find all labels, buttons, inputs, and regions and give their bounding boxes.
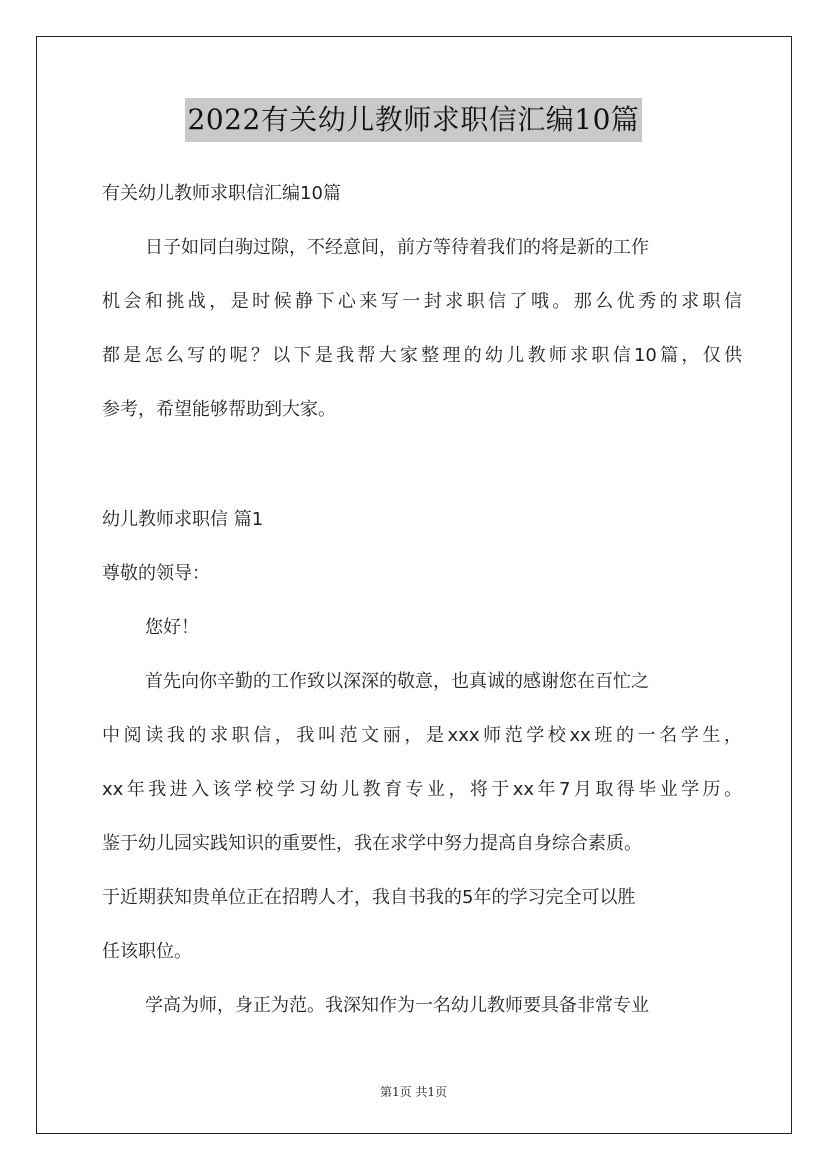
section-heading: 幼儿教师求职信 篇1 <box>102 509 264 530</box>
greeting: 您好！ <box>145 617 199 638</box>
body-line: 于近期获知贵单位正在招聘人才，我自书我的5年的学习完全可以胜 <box>102 887 636 908</box>
title-wrapper <box>0 98 827 142</box>
body-line: 任该职位。 <box>102 941 192 962</box>
body-line: 中阅读我的求职信，我叫范文丽，是xxx师范学校xx班的一名学生， <box>102 725 742 746</box>
document-title: 2022有关幼儿教师求职信汇编10篇 <box>185 98 643 142</box>
body-line: 鉴于幼儿园实践知识的重要性，我在求学中努力提高自身综合素质。 <box>102 833 642 854</box>
document-subtitle: 有关幼儿教师求职信汇编10篇 <box>102 183 341 204</box>
body-line: xx年我进入该学校学习幼儿教育专业，将于xx年7月取得毕业学历。 <box>102 779 742 800</box>
intro-line: 都是怎么写的呢？以下是我帮大家整理的幼儿教师求职信10篇，仅供 <box>102 345 742 366</box>
salutation: 尊敬的领导： <box>102 563 210 584</box>
page-footer: 第1页 共1页 <box>379 1085 448 1099</box>
body-line: 首先向你辛勤的工作致以深深的敬意，也真诚的感谢您在百忙之 <box>145 671 649 692</box>
body-line: 学高为师，身正为范。我深知作为一名幼儿教师要具备非常专业 <box>145 995 649 1016</box>
intro-line: 参考，希望能够帮助到大家。 <box>102 399 336 420</box>
intro-line: 机会和挑战，是时候静下心来写一封求职信了哦。那么优秀的求职信 <box>102 291 742 312</box>
intro-line: 日子如同白驹过隙，不经意间，前方等待着我们的将是新的工作 <box>145 237 649 258</box>
